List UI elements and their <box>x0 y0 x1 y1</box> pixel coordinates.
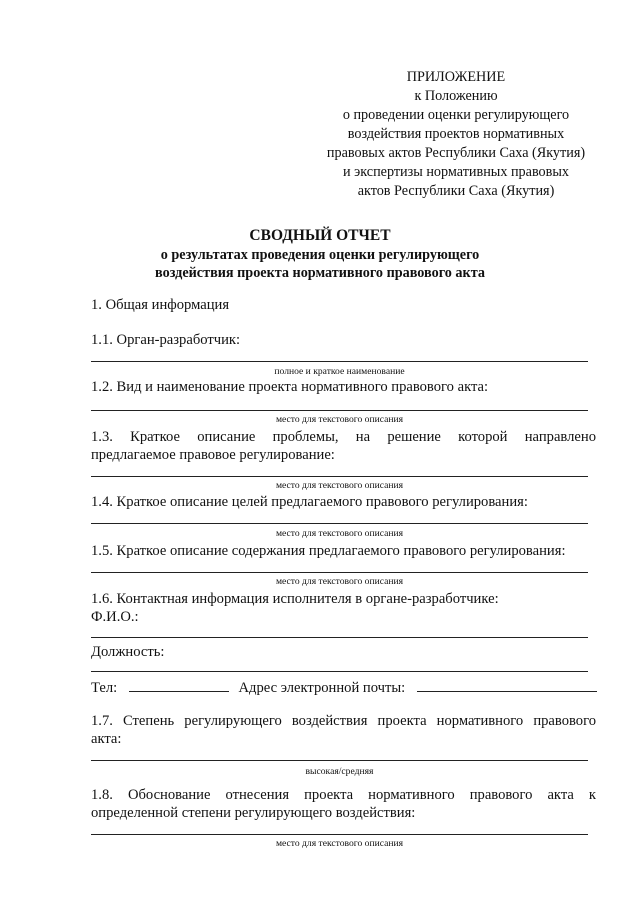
item-1-5-field-line[interactable] <box>91 572 588 573</box>
section-general-heading: 1. Общая информация <box>91 297 230 313</box>
item-1-1-field-line[interactable] <box>91 361 588 362</box>
report-title <box>60 226 580 282</box>
appendix-line: к Положению <box>414 88 498 104</box>
title-subtitle: о результатах проведения оценки регулирующего <box>160 247 480 263</box>
item-1-8-label-cont: определенной степени регулирующего воздействия: <box>91 805 416 821</box>
item-1-7-field-line[interactable] <box>91 760 588 761</box>
item-1-1-label: 1.1. Орган-разработчик: <box>91 332 241 348</box>
item-1-8-field-line[interactable] <box>91 834 588 835</box>
item-1-3-label: 1.3. Краткое описание проблемы, на решение которой направлено <box>91 429 596 445</box>
fio-field-line[interactable] <box>91 637 588 638</box>
item-1-5-caption: место для текстового описания <box>275 576 404 587</box>
item-1-3-caption: место для текстового описания <box>275 480 404 491</box>
item-1-2-label: 1.2. Вид и наименование проекта нормативного правового акта: <box>91 379 489 395</box>
item-1-2-field-line[interactable] <box>91 410 588 411</box>
item-1-3-label-cont: предлагаемое правовое регулирование: <box>91 447 335 463</box>
appendix-line: и экспертизы нормативных правовых <box>343 164 569 180</box>
appendix-line: правовых актов Республики Саха (Якутия) <box>326 145 586 161</box>
item-1-7-caption: высокая/средняя <box>305 766 374 777</box>
item-1-8-label: 1.8. Обоснование отнесения проекта нормативного правового акта к <box>91 787 596 803</box>
item-1-4-caption: место для текстового описания <box>275 528 404 539</box>
appendix-line: ПРИЛОЖЕНИЕ <box>406 69 506 85</box>
item-1-7-label: 1.7. Степень регулирующего воздействия проекта нормативного правового <box>91 713 596 729</box>
email-label: Адрес электронной почты: <box>238 680 406 696</box>
appendix-header <box>300 68 612 201</box>
tel-field-blank-2[interactable] <box>177 678 229 692</box>
appendix-line: о проведении оценки регулирующего <box>342 107 570 123</box>
item-1-4-field-line[interactable] <box>91 523 588 524</box>
appendix-line: актов Республики Саха (Якутия) <box>357 183 555 199</box>
tel-field-blank-1[interactable] <box>129 678 177 692</box>
title-main: СВОДНЫЙ ОТЧЕТ <box>249 227 391 244</box>
email-field-blank-1[interactable] <box>417 678 563 692</box>
item-1-7-label-cont: акта: <box>91 731 122 747</box>
item-1-5-label: 1.5. Краткое описание содержания предлагаемого правового регулирования: <box>91 543 566 559</box>
position-label: Должность: <box>91 644 165 660</box>
appendix-line: воздействия проектов нормативных <box>347 126 565 142</box>
tel-label: Тел: <box>91 680 118 696</box>
item-1-4-label: 1.4. Краткое описание целей предлагаемого правового регулирования: <box>91 494 528 510</box>
item-1-8-caption: место для текстового описания <box>275 838 404 849</box>
item-1-6-label: 1.6. Контактная информация исполнителя в органе-разработчике: <box>91 591 499 607</box>
item-1-3-field-line[interactable] <box>91 476 588 477</box>
email-field-blank-2[interactable] <box>563 678 597 692</box>
item-1-1-caption: полное и краткое наименование <box>274 366 405 377</box>
title-subtitle: воздействия проекта нормативного правового акта <box>155 265 485 281</box>
position-field-line[interactable] <box>91 671 588 672</box>
item-1-2-caption: место для текстового описания <box>275 414 404 425</box>
contact-row <box>91 678 597 697</box>
fio-label: Ф.И.О.: <box>91 609 139 625</box>
